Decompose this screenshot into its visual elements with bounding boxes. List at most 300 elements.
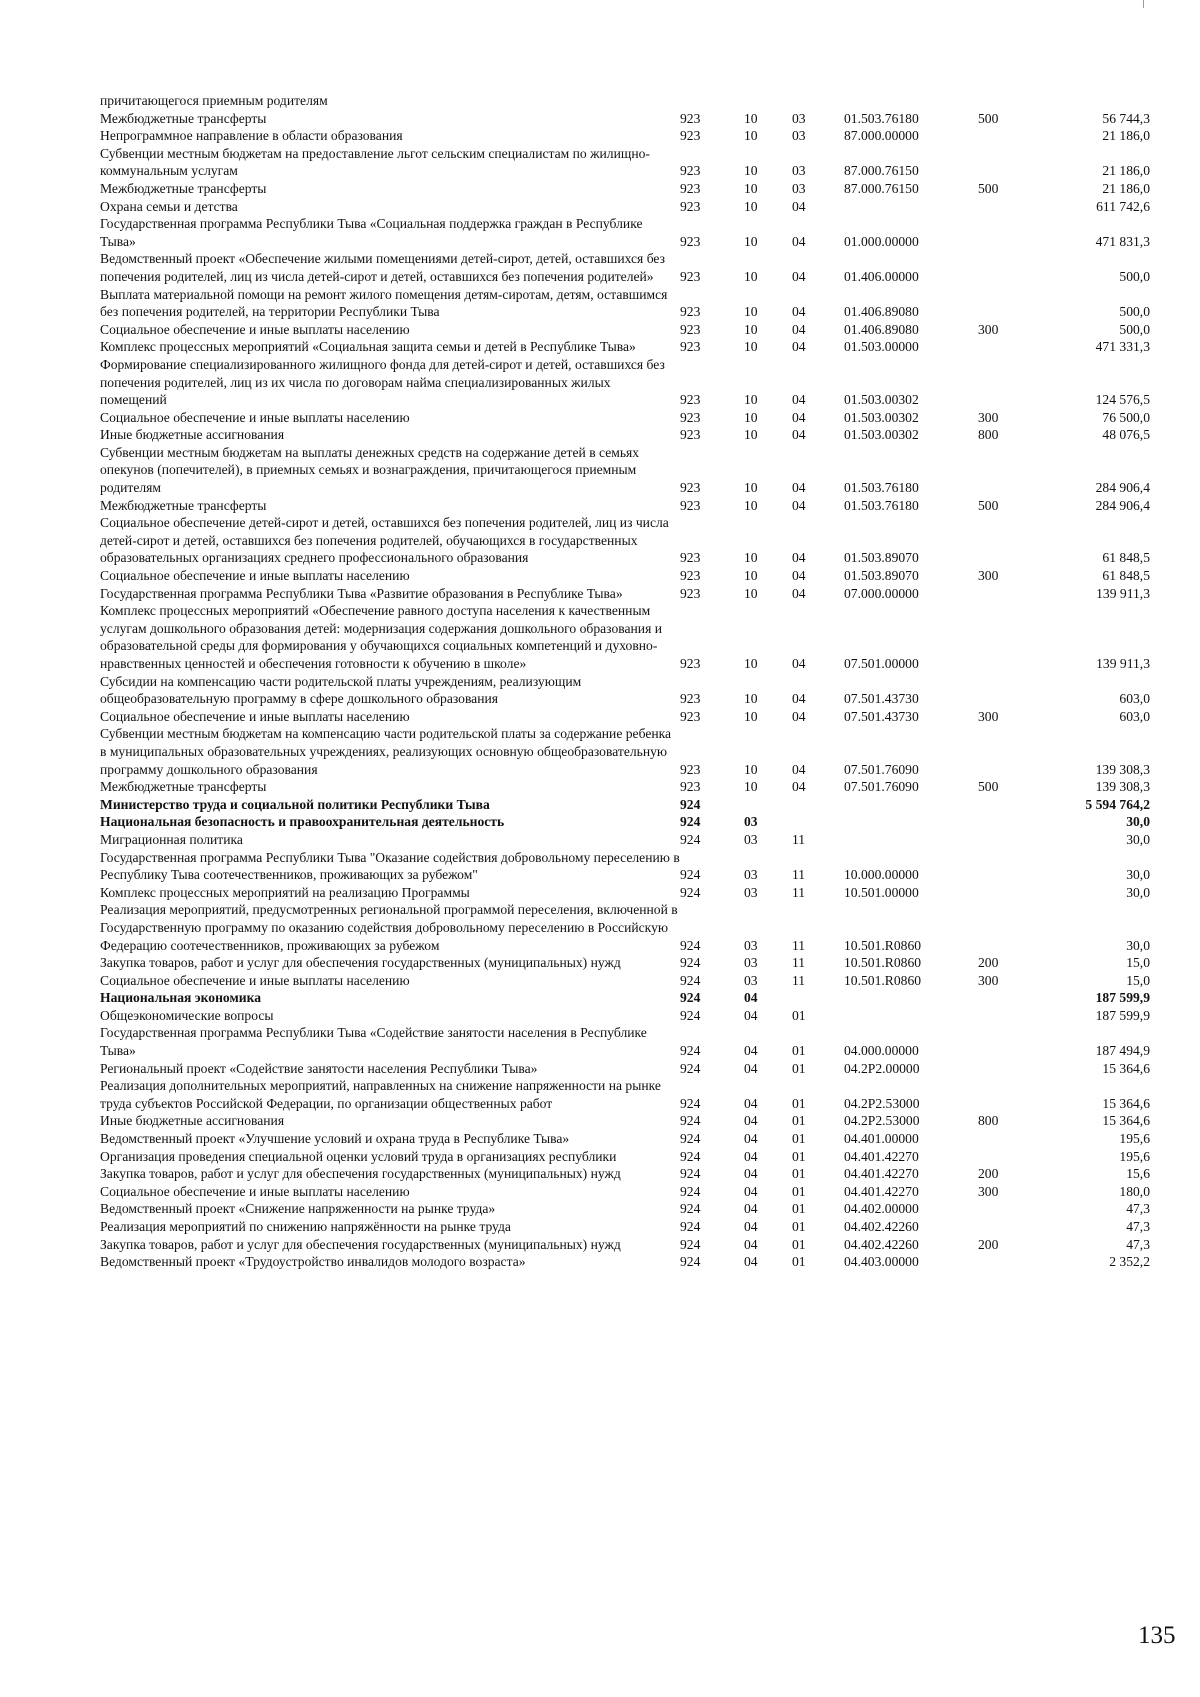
row-expense-type (978, 831, 1030, 849)
row-ministry-code: 923 (680, 268, 701, 284)
row-subsection-code: 04 (792, 691, 806, 707)
row-ministry-code: 924 (680, 937, 701, 953)
row-expense-type (978, 444, 1030, 497)
row-section-code (744, 796, 792, 814)
row-section-code: 10 (744, 480, 758, 496)
row-amount: 603,0 (1119, 691, 1150, 707)
row-expense-type (978, 286, 1030, 321)
row-name: Реализация мероприятий по снижению напряжённости на рынке труда (100, 1219, 511, 1234)
row-amount: 48 076,5 (1102, 427, 1150, 443)
row-name: Иные бюджетные ассигнования (100, 427, 285, 443)
row-name: Реализация мероприятий, предусмотренных региональной программой переселения, включенной в Государственную программу по оказанию содействия добровольному переселению в Российскую Федерацию соотечественников, проживающих за рубежом (100, 902, 678, 953)
row-expense-type: 500 (978, 110, 999, 126)
row-target-article: 10.501.00000 (844, 884, 919, 900)
row-ministry-code: 924 (680, 1131, 701, 1147)
row-target-article: 87.000.76150 (844, 163, 919, 179)
table-row (100, 1218, 1150, 1236)
row-ministry-code: 924 (680, 1183, 701, 1199)
row-target-article: 10.501.R0860 (844, 937, 922, 953)
budget-table-body (100, 92, 1150, 1271)
row-ministry-code: 923 (680, 128, 701, 144)
row-amount: 139 911,3 (1096, 585, 1150, 601)
row-ministry-code: 924 (680, 972, 701, 988)
row-subsection-code: 04 (792, 339, 806, 355)
table-row (100, 1077, 1150, 1112)
row-section-code: 10 (744, 761, 758, 777)
row-name: Общеэкономические вопросы (100, 1007, 274, 1023)
table-row (100, 145, 1150, 180)
row-target-article: 01.406.00000 (844, 268, 919, 284)
table-row (100, 1060, 1150, 1078)
row-expense-type (978, 1130, 1030, 1148)
row-expense-type (978, 127, 1030, 145)
row-expense-type (978, 602, 1030, 672)
row-subsection-code: 11 (792, 955, 806, 971)
row-name: Социальное обеспечение и иные выплаты населению (100, 1183, 410, 1199)
row-subsection-code: 01 (792, 1113, 806, 1129)
row-expense-type: 500 (978, 180, 999, 196)
row-target-article (844, 92, 978, 110)
row-expense-type: 800 (978, 1113, 999, 1129)
table-row (100, 1130, 1150, 1148)
row-amount (1030, 92, 1150, 110)
row-section-code: 10 (744, 321, 758, 337)
table-row (100, 321, 1150, 339)
row-amount: 500,0 (1119, 268, 1150, 284)
row-section-code: 04 (744, 1095, 758, 1111)
table-row (100, 1253, 1150, 1271)
row-section-code: 10 (744, 550, 758, 566)
table-row (100, 497, 1150, 515)
row-expense-type (978, 884, 1030, 902)
row-amount: 500,0 (1119, 321, 1150, 337)
table-row (100, 1112, 1150, 1130)
budget-table (100, 92, 1150, 1271)
table-row (100, 110, 1150, 128)
row-subsection-code: 04 (792, 321, 806, 337)
table-row (100, 1024, 1150, 1059)
row-amount: 47,3 (1126, 1201, 1150, 1217)
row-section-code: 03 (744, 955, 758, 971)
row-ministry-code: 923 (680, 427, 701, 443)
row-target-article: 01.503.76180 (844, 110, 919, 126)
row-section-code: 04 (744, 1060, 758, 1076)
row-section-code: 04 (744, 1254, 758, 1270)
row-ministry-code: 923 (680, 691, 701, 707)
row-target-article (844, 831, 978, 849)
row-amount: 30,0 (1126, 814, 1150, 830)
row-ministry-code: 924 (680, 990, 701, 1006)
row-section-code: 10 (744, 304, 758, 320)
row-subsection-code: 04 (792, 656, 806, 671)
row-section-code: 10 (744, 568, 758, 584)
row-ministry-code: 923 (680, 497, 701, 513)
row-ministry-code: 923 (680, 110, 701, 126)
row-amount: 47,3 (1126, 1219, 1150, 1234)
row-expense-type (978, 250, 1030, 285)
row-subsection-code: 03 (792, 163, 806, 179)
row-target-article: 01.503.76180 (844, 480, 919, 496)
row-amount: 30,0 (1126, 884, 1150, 900)
row-expense-type: 300 (978, 321, 999, 337)
row-ministry-code: 924 (680, 1201, 701, 1217)
row-subsection-code: 04 (792, 497, 806, 513)
row-name: Охрана семьи и детства (100, 198, 238, 214)
row-expense-type: 800 (978, 427, 999, 443)
row-section-code: 10 (744, 409, 758, 425)
table-row (100, 180, 1150, 198)
row-expense-type (978, 1060, 1030, 1078)
row-section-code: 03 (744, 937, 758, 953)
row-subsection-code: 03 (792, 180, 806, 196)
row-name: Социальное обеспечение и иные выплаты населению (100, 708, 410, 724)
row-amount: 124 576,5 (1095, 392, 1150, 408)
row-name: Миграционная политика (100, 831, 243, 847)
row-target-article: 07.501.43730 (844, 691, 919, 707)
row-name: Межбюджетные трансферты (100, 180, 267, 196)
row-ministry-code: 924 (680, 1219, 701, 1234)
row-ministry-code: 923 (680, 304, 701, 320)
row-ministry-code: 923 (680, 480, 701, 496)
table-row (100, 1165, 1150, 1183)
row-name: Формирование специализированного жилищного фонда для детей-сирот и детей, оставшихся без попечения родителей, лиц из их числа по договорам найма специализированных жилых помещений (100, 356, 665, 408)
row-section-code: 10 (744, 779, 758, 795)
row-subsection-code: 04 (792, 708, 806, 724)
row-section-code: 04 (744, 1219, 758, 1234)
row-expense-type (978, 198, 1030, 216)
row-subsection-code: 01 (792, 1236, 806, 1252)
row-target-article: 01.503.00302 (844, 427, 919, 443)
row-expense-type (978, 673, 1030, 708)
row-target-article: 04.402.00000 (844, 1201, 919, 1217)
row-ministry-code: 923 (680, 180, 701, 196)
table-row (100, 796, 1150, 814)
row-expense-type: 200 (978, 955, 999, 971)
table-row (100, 286, 1150, 321)
row-subsection-code: 04 (792, 304, 806, 320)
row-expense-type (978, 1024, 1030, 1059)
row-subsection-code: 01 (792, 1219, 806, 1234)
row-name: Региональный проект «Содействие занятости населения Республики Тыва» (100, 1060, 538, 1076)
row-expense-type (978, 1218, 1030, 1236)
table-row (100, 1236, 1150, 1254)
table-row (100, 250, 1150, 285)
row-ministry-code: 924 (680, 884, 701, 900)
row-ministry-code: 923 (680, 708, 701, 724)
table-row (100, 813, 1150, 831)
row-section-code: 10 (744, 163, 758, 179)
row-amount: 2 352,2 (1109, 1254, 1150, 1270)
row-expense-type (978, 1200, 1030, 1218)
row-subsection-code: 04 (792, 392, 806, 408)
row-amount: 47,3 (1126, 1236, 1150, 1252)
table-row (100, 954, 1150, 972)
row-ministry-code: 924 (680, 814, 701, 830)
row-subsection-code: 04 (792, 268, 806, 284)
row-amount: 21 186,0 (1102, 163, 1150, 179)
row-target-article: 01.503.76180 (844, 497, 919, 513)
row-ministry-code: 924 (680, 796, 701, 812)
row-amount: 76 500,0 (1102, 409, 1150, 425)
row-subsection-code: 11 (792, 867, 806, 883)
row-ministry-code (680, 92, 744, 110)
row-expense-type (978, 145, 1030, 180)
row-name: Государственная программа Республики Тыва "Оказание содействия добровольному переселению в Республику Тыва соотечественников, проживающих за рубежом" (100, 849, 680, 883)
row-target-article: 07.000.00000 (844, 585, 919, 601)
row-ministry-code: 924 (680, 1166, 701, 1182)
row-expense-type (978, 92, 1030, 110)
row-target-article (844, 813, 978, 831)
row-target-article: 10.501.R0860 (844, 955, 922, 971)
row-subsection-code: 04 (792, 427, 806, 443)
row-name: Межбюджетные трансферты (100, 110, 267, 126)
row-name: Межбюджетные трансферты (100, 497, 267, 513)
row-section-code (744, 92, 792, 110)
row-section-code: 04 (744, 1236, 758, 1252)
row-section-code: 03 (744, 867, 758, 883)
row-name: причитающегося приемным родителям (100, 93, 328, 108)
row-section-code: 04 (744, 1201, 758, 1217)
row-subsection-code: 04 (792, 568, 806, 584)
row-ministry-code: 924 (680, 1095, 701, 1111)
row-ministry-code: 923 (680, 761, 701, 777)
row-expense-type (978, 989, 1030, 1007)
row-ministry-code: 923 (680, 656, 701, 671)
row-name: Министерство труда и социальной политики Республики Тыва (100, 796, 490, 812)
row-ministry-code: 924 (680, 1043, 701, 1059)
table-row (100, 198, 1150, 216)
row-expense-type (978, 1253, 1030, 1271)
row-name: Межбюджетные трансферты (100, 779, 267, 795)
table-row (100, 602, 1150, 672)
row-target-article: 01.503.89070 (844, 568, 919, 584)
row-name: Реализация дополнительных мероприятий, направленных на снижение напряженности на рынке труда субъектов Российской Федерации, по организации общественных работ (100, 1078, 661, 1111)
row-subsection-code: 04 (792, 233, 806, 249)
row-ministry-code: 923 (680, 550, 701, 566)
table-row (100, 1007, 1150, 1025)
row-target-article: 01.503.00302 (844, 409, 919, 425)
row-amount: 15,0 (1126, 972, 1150, 988)
row-subsection-code (792, 796, 844, 814)
row-ministry-code: 924 (680, 1060, 701, 1076)
row-subsection-code: 04 (792, 585, 806, 601)
row-amount: 21 186,0 (1102, 128, 1150, 144)
row-name: Закупка товаров, работ и услуг для обеспечения государственных (муниципальных) нужд (100, 955, 621, 971)
table-row (100, 92, 1150, 110)
row-subsection-code: 01 (792, 1183, 806, 1199)
row-subsection-code: 04 (792, 409, 806, 425)
row-expense-type (978, 215, 1030, 250)
row-subsection-code: 04 (792, 480, 806, 496)
row-amount: 15 364,6 (1102, 1113, 1150, 1129)
row-name: Субвенции местным бюджетам на выплаты денежных средств на содержание детей в семьях опекунов (попечителей), в приемных семьях и вознаграждения, причитающегося приемным родителям (100, 444, 640, 496)
row-target-article: 04.401.00000 (844, 1131, 919, 1147)
row-name: Ведомственный проект «Трудоустройство инвалидов молодого возраста» (100, 1254, 526, 1270)
row-target-article: 04.000.00000 (844, 1043, 919, 1059)
row-amount: 61 848,5 (1102, 550, 1150, 566)
row-name: Государственная программа Республики Тыва «Социальная поддержка граждан в Республике Тыва» (100, 216, 643, 249)
row-section-code: 10 (744, 198, 758, 214)
table-row (100, 778, 1150, 796)
row-amount: 139 308,3 (1095, 779, 1150, 795)
row-target-article: 07.501.76090 (844, 761, 919, 777)
row-section-code: 10 (744, 392, 758, 408)
row-amount: 30,0 (1126, 831, 1150, 847)
row-subsection-code: 04 (792, 779, 806, 795)
table-row (100, 127, 1150, 145)
row-amount: 195,6 (1119, 1131, 1150, 1147)
row-ministry-code: 923 (680, 321, 701, 337)
row-section-code: 10 (744, 339, 758, 355)
row-section-code: 10 (744, 110, 758, 126)
row-amount: 15,6 (1126, 1166, 1150, 1182)
row-target-article: 87.000.76150 (844, 180, 919, 196)
row-target-article: 04.401.42270 (844, 1166, 919, 1182)
row-expense-type: 200 (978, 1166, 999, 1182)
row-name: Организация проведения специальной оценки условий труда в организациях республики (100, 1148, 617, 1164)
row-expense-type: 300 (978, 972, 999, 988)
row-amount: 30,0 (1126, 937, 1150, 953)
row-name: Государственная программа Республики Тыва «Содействие занятости населения в Республике Тыва» (100, 1025, 647, 1059)
row-target-article: 04.403.00000 (844, 1254, 919, 1270)
row-expense-type (978, 514, 1030, 567)
row-ministry-code: 923 (680, 392, 701, 408)
row-section-code: 10 (744, 233, 758, 249)
row-target-article (844, 796, 978, 814)
row-expense-type (978, 1077, 1030, 1112)
row-amount: 187 494,9 (1095, 1043, 1150, 1059)
row-amount: 284 906,4 (1095, 480, 1150, 496)
row-name: Социальное обеспечение и иные выплаты населению (100, 409, 410, 425)
table-row (100, 1200, 1150, 1218)
table-row (100, 514, 1150, 567)
row-section-code: 03 (744, 972, 758, 988)
row-amount: 21 186,0 (1102, 180, 1150, 196)
row-section-code: 10 (744, 708, 758, 724)
row-target-article: 04.2P2.00000 (844, 1060, 920, 1076)
row-amount: 471 831,3 (1095, 233, 1150, 249)
table-row (100, 1183, 1150, 1201)
table-row (100, 444, 1150, 497)
table-row (100, 426, 1150, 444)
row-subsection-code (792, 813, 844, 831)
row-name: Социальное обеспечение детей-сирот и детей, оставшихся без попечения родителей, лиц из числа детей-сирот и детей, оставшихся без попечения родителей, обучающихся в государственных образовательных организациях среднего профессионального образования (100, 515, 669, 566)
row-amount: 15 364,6 (1102, 1095, 1150, 1111)
row-target-article: 01.503.00000 (844, 339, 919, 355)
row-target-article: 07.501.76090 (844, 779, 919, 795)
row-name: Комплекс процессных мероприятий «Социальная защита семьи и детей в Республике Тыва» (100, 339, 636, 355)
row-subsection-code: 01 (792, 1060, 806, 1076)
table-row (100, 585, 1150, 603)
row-name: Субвенции местным бюджетам на компенсацию части родительской платы за содержание ребенка в муниципальных образовательных учреждениях, реализующих основную общеобразовательную программу дошкольного образования (100, 726, 672, 777)
row-section-code: 10 (744, 497, 758, 513)
row-name: Иные бюджетные ассигнования (100, 1113, 285, 1129)
row-expense-type (978, 338, 1030, 356)
row-name: Субсидии на компенсацию части родительской платы учреждениям, реализующим общеобразовательную программу в сфере дошкольного образования (100, 673, 582, 707)
row-ministry-code: 924 (680, 831, 701, 847)
table-row (100, 567, 1150, 585)
row-expense-type (978, 1007, 1030, 1025)
row-ministry-code: 924 (680, 1236, 701, 1252)
row-name: Субвенции местным бюджетам на предоставление льгот сельским специалистам по жилищно-коммунальным услугам (100, 145, 650, 179)
row-target-article: 04.401.42270 (844, 1148, 919, 1164)
row-subsection-code: 01 (792, 1095, 806, 1111)
row-amount: 5 594 764,2 (1085, 796, 1150, 812)
row-target-article: 87.000.00000 (844, 128, 919, 144)
row-name: Выплата материальной помощи на ремонт жилого помещения детям-сиротам, детям, оставшимся без попечения родителей, на территории Республики Тыва (100, 286, 668, 320)
row-expense-type (978, 1148, 1030, 1166)
row-section-code: 10 (744, 268, 758, 284)
row-target-article (844, 1007, 978, 1025)
row-ministry-code: 923 (680, 339, 701, 355)
row-target-article: 04.2P2.53000 (844, 1095, 920, 1111)
table-row (100, 972, 1150, 990)
row-ministry-code: 924 (680, 1254, 701, 1270)
table-row (100, 215, 1150, 250)
table-row (100, 409, 1150, 427)
row-name: Ведомственный проект «Улучшение условий и охрана труда в Республике Тыва» (100, 1131, 570, 1147)
row-subsection-code: 01 (792, 1166, 806, 1182)
row-amount: 187 599,9 (1095, 1007, 1150, 1023)
row-target-article: 04.402.42260 (844, 1219, 919, 1234)
table-row (100, 989, 1150, 1007)
row-expense-type: 500 (978, 497, 999, 513)
row-name: Национальная экономика (100, 990, 261, 1006)
row-ministry-code: 923 (680, 585, 701, 601)
row-amount: 284 906,4 (1095, 497, 1150, 513)
row-subsection-code: 01 (792, 1007, 806, 1023)
row-name: Комплекс процессных мероприятий на реализацию Программы (100, 884, 470, 900)
row-amount: 195,6 (1119, 1148, 1150, 1164)
row-subsection-code: 04 (792, 198, 806, 214)
row-ministry-code: 923 (680, 409, 701, 425)
row-subsection-code: 01 (792, 1131, 806, 1147)
row-subsection-code: 04 (792, 761, 806, 777)
row-amount: 471 331,3 (1095, 339, 1150, 355)
row-name: Социальное обеспечение и иные выплаты населению (100, 321, 410, 337)
row-subsection-code: 11 (792, 972, 806, 988)
row-target-article: 01.503.89070 (844, 550, 919, 566)
row-ministry-code: 923 (680, 163, 701, 179)
table-row (100, 884, 1150, 902)
row-name: Национальная безопасность и правоохранительная деятельность (100, 814, 505, 830)
row-expense-type: 500 (978, 779, 999, 795)
row-ministry-code: 923 (680, 779, 701, 795)
table-row (100, 356, 1150, 409)
row-subsection-code: 11 (792, 831, 806, 847)
row-subsection-code: 01 (792, 1148, 806, 1164)
row-expense-type: 300 (978, 409, 999, 425)
row-target-article: 01.000.00000 (844, 233, 919, 249)
row-section-code: 10 (744, 180, 758, 196)
row-target-article: 04.401.42270 (844, 1183, 919, 1199)
row-expense-type (978, 901, 1030, 954)
row-target-article: 01.406.89080 (844, 304, 919, 320)
row-ministry-code: 924 (680, 955, 701, 971)
row-amount: 611 742,6 (1096, 198, 1150, 214)
row-target-article: 04.402.42260 (844, 1236, 919, 1252)
scan-edge-mark (1143, 0, 1144, 8)
row-ministry-code: 923 (680, 233, 701, 249)
row-section-code: 04 (744, 1043, 758, 1059)
row-section-code: 04 (744, 1166, 758, 1182)
page-number: 135 (1138, 1622, 1176, 1649)
row-target-article: 10.501.R0860 (844, 972, 922, 988)
row-section-code: 10 (744, 427, 758, 443)
row-subsection-code: 01 (792, 1201, 806, 1217)
row-subsection-code (792, 989, 844, 1007)
row-target-article: 10.000.00000 (844, 867, 919, 883)
